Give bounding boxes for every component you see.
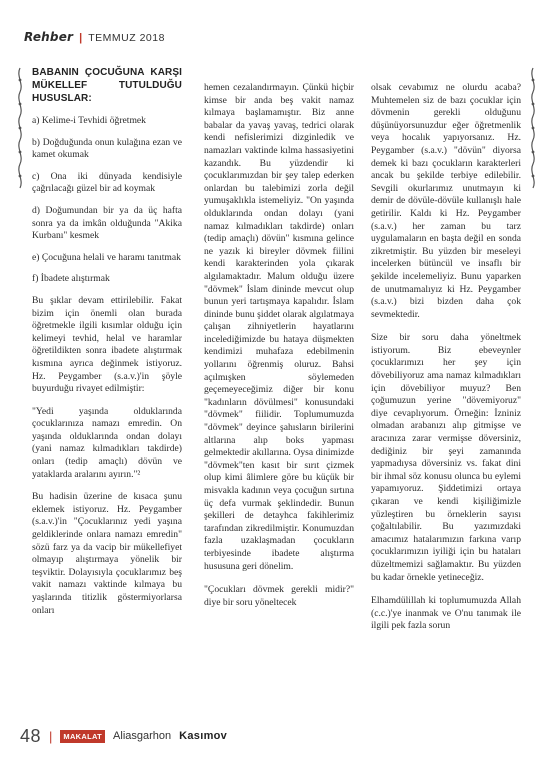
body-paragraph: "Çocukları dövmek gerekli midir?" diye bir soru yöneltecek xyxy=(204,584,354,608)
body-paragraph: Bu hadisin üzerine de kısaca şunu eklemek istiyoruz. Hz. Peygamber (s.a.v.)'in "Çocuklarınız yedi yaşına geldiklerinde onlara namazı emredin" sözü farz ya da vacip bir mükellefiyet olmayıp alıştırmaya yönelik bir teşviktir. Dolayısıyla çocuklarımız beş vakit namazı vaktinde kılmaya bu yaşlarında titizlik göstermiyorlarsa onları xyxy=(32,491,182,616)
header-separator: | xyxy=(79,32,83,44)
magazine-brand: Rehber xyxy=(24,30,74,44)
ornament-left-icon xyxy=(14,66,26,196)
page-header xyxy=(24,30,165,46)
list-item: e) Çocuğuna helali ve haramı tanıtmak xyxy=(32,251,181,263)
page-footer xyxy=(20,725,228,746)
ornament-right-icon xyxy=(527,66,539,196)
body-paragraph: Size bir soru daha yöneltmek istiyorum. Biz ebeveynler çocuklarımızı her şey için dövebiliyoruz ama namaz kılmadıkları için dövebiliyor muyuz? Ben çoğumuzun yerine "dövemiyoruz" diye cevaplıyorum. Örneğin: İzniniz olmadan arabanızı alıp gitmişse ve aracınıza zarar vermişse döversiniz, dediğiniz bir şeyi zamanında yapmadıysa döversiniz vs. fakat dini bir ihmal söz konusu olunca bu eylemi yapamıyoruz. Şiddetimizi ortaya çıkaran ve kendi kişiliğimizle yüzleştiren bu örneklerin sayısı çoğaltılabilir. Bu yazımızdaki amacımız hatalarımızın farkına varıp çocuklarımızın iyiliği için bu hataları düzeltmemizi sağlamaktır. Bu yüzden bu kadar örnekle yetineceğiz. xyxy=(371,332,521,583)
issue-date: TEMMUZ 2018 xyxy=(88,32,165,44)
body-paragraph: olsak cevabımız ne olurdu acaba? Muhtemelen siz de bazı çocuklar için dövmenin gerekli olduğunu düşünüyorsunuzdur eğer öğretmenlik veya hocalık yapıyorsanız. Hz. Peygamber (s.a.v.) "dövün" diyorsa demek ki bazı çocukların karakterleri ancak bu şekilde terbiye edilebilir. Sevgili okurlarımız unutmayın ki demir de dövüle-dövüle kullanışlı hale getirilir. Kaldı ki Hz. Peygamber (s.a.v.) her zaman bu tarz uygulamaların en başta değil en sonda zikretmiştir. Bu yüzden bir meseleyi incelerken bütüncül ve insaflı bir şekilde incelemeliyiz. Bunu yaparken de unutmamalıyız ki Hz. Peygamber (s.a.v.) bizi bizden daha çok sevmektedir. xyxy=(371,82,521,320)
author-first-name: Aliasgarhon xyxy=(113,730,172,742)
list-item: c) Ona iki dünyada kendisiyle çağrılacağı güzel bir ad koymak xyxy=(32,170,182,195)
column-1 xyxy=(32,66,182,627)
column-3 xyxy=(371,82,521,644)
body-paragraph: hemen cezalandırmayın. Çünkü hiçbir kimse bir anda beş vakit namaz kılmaya başlamamıştır. Biz anne babalar da yavaş yavaş, tedrici olarak kendi nefislerimizi dizginledik ve namazları vaktinde kılma hassasiyetini kazandık. Bu yüzdendir ki çocuklarımızdan bir şey talep ederken onlardan bu talebimizi zorla değil yumuşaklıkla istemeliyiz. "On yaşında olduklarında ondan dolayı (yani namaz kılmadıkları takdirde) onları (tedip amaçlı) dövün" kısmına gelince ne yazık ki bireyler dövmek fiilini kendi karakterinden yola çıkarak algılamaktadır. Malum olduğu üzere "dövmek" İslam dininde mevcut olup bunun yeri tartışmaya kapalıdır. İslam dininde bunu şiddet olarak algılatmaya çalışan zihniyetlerin hayatlarını incelediğimizde bu hataya düşmekten kendimizi muhafaza edebilmenin yollarını öğrenmiş oluruz. Bahsi açılmışken söylemeden geçemeyeceğimiz diğer bir konu "kadınların dövülmesi" konusundaki "dövmek" fiilidir. Toplumumuzda "dövmek" deyince şahısların birilerini altlarına alıp boks yapması gelmektedir akıllarına. Oysa dinimizde "dövmek"ten kasıt bir sırıt çizmek olup kimi âlimlere göre bu küçük bir misvakla kadının veya çocuğun sırtına üç defa vurmak şeklindedir. Bunun şekilleri de detayhca fakihlerimiz tarafından zikredilmiştir. Konumuzdan fazla uzaklaşmadan çocukların terbiyesinde ibadete alıştırma hususuna geri dönelim. xyxy=(204,82,354,572)
section-heading: BABANIN ÇOCUĞUNA KARŞI MÜKELLEF TUTULDUĞU HUSUSLAR: xyxy=(32,67,182,104)
column-2 xyxy=(204,82,354,620)
author-last-name: Kasımov xyxy=(179,730,228,742)
footer-separator: | xyxy=(49,728,53,744)
body-paragraph: Bu şıklar devam ettirilebilir. Fakat bizim için önemli olan burada öğretmekle ilgili kısımlar olduğu için kelimeyi tevhid, helal ve haramlar öğretildikten sonra ibadete alıştırmak kısmına ayrıca değinmek istiyoruz. Hz. Peygamber (s.a.v.)'in şöyle buyurduğu rivayet edilmiştir: xyxy=(32,294,182,395)
page-number: 48 xyxy=(20,725,42,746)
body-paragraph: Elhamdülillah ki toplumumuzda Allah (c.c.)'ye inanmak ve O'nu tanımak ile ilgili pek fazla sorun xyxy=(371,595,521,632)
list-item: a) Kelime-i Tevhidi öğretmek xyxy=(32,115,146,126)
list-item: d) Doğumundan bir ya da üç hafta sonra ya da imkân olduğunda "Akika Kurbanı" kesmek xyxy=(32,204,182,242)
hadith-quote: "Yedi yaşında olduklarında çocuklarınıza namazı emredin. On yaşında olduklarında ondan dolayı (yani namaz kılmadıkları takdirde) onları (tedip amaçlı) dövün ve yataklarda aralarını ayırın."² xyxy=(32,405,182,480)
section-badge: MAKALAT xyxy=(60,730,105,743)
list-item: f) İbadete alıştırmak xyxy=(32,273,110,285)
list-item: b) Doğduğunda onun kulağına ezan ve kamet okumak xyxy=(32,136,182,161)
